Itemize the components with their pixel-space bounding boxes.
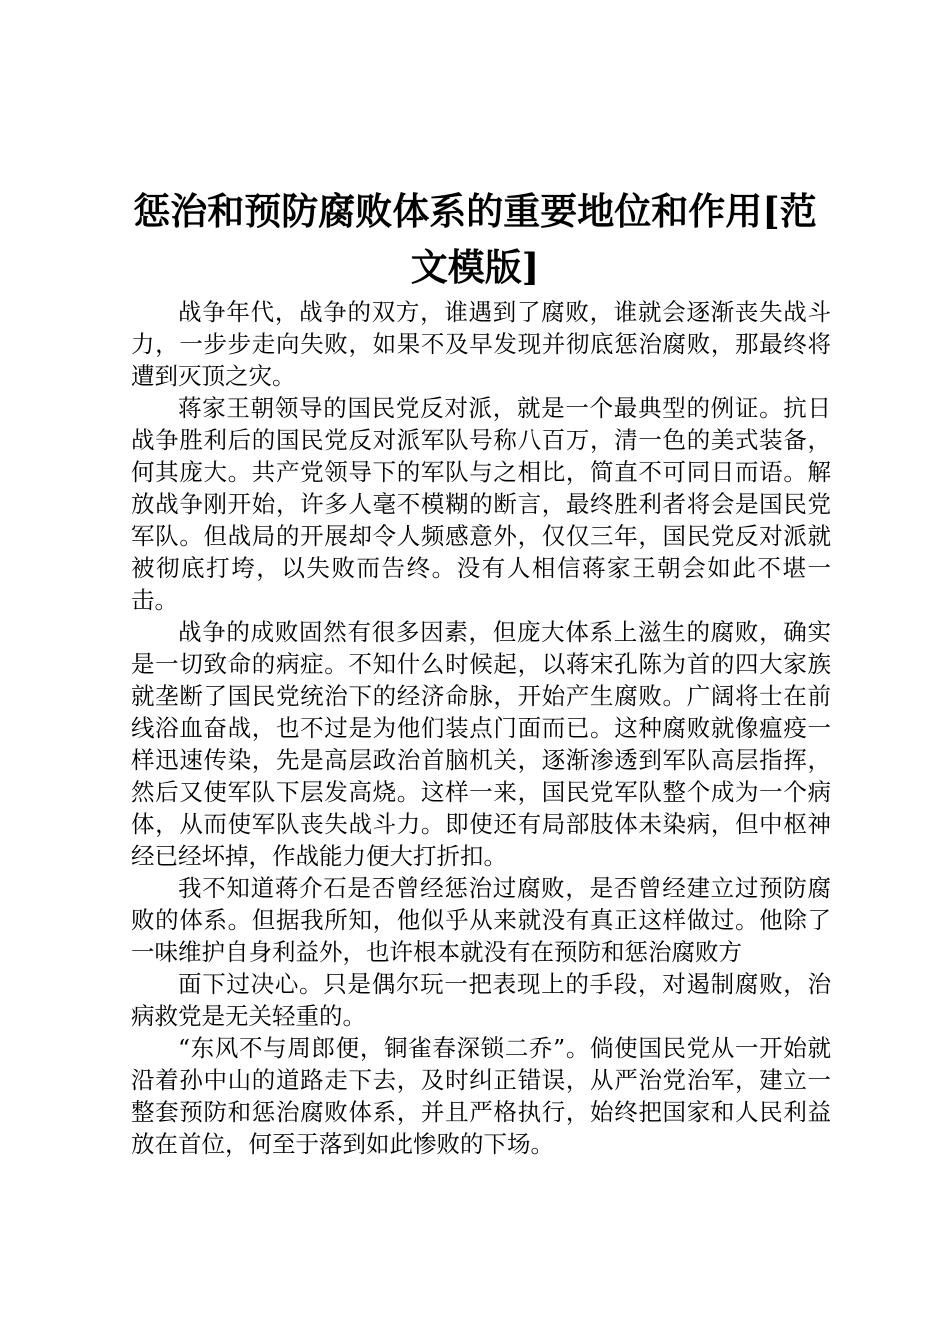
paragraph: 战争的成败固然有很多因素，但庞大体系上滋生的腐败，确实是一切致命的病症。不知什么时候起，以蒋宋孔陈为首的四大家族就垄断了国民党统治下的经济命脉，开始产生腐败。广阔将士在前线浴血奋战，也不过是为他们装点门面而已。这种腐败就像瘟疫一样迅速传染，先是高层政治首脑机关，逐渐渗透到军队高层指挥，然后又使军队下层发高烧。这样一来，国民党军队整个成为一个病体，从而使军队丧失战斗力。即使还有局部肢体未染病，但中枢神经已经坏掉，作战能力便大打折扣。 xyxy=(131,618,831,870)
document-title: 惩治和预防腐败体系的重要地位和作用[范文模版] xyxy=(133,189,817,289)
paragraph: 蒋家王朝领导的国民党反对派，就是一个最典型的例证。抗日战争胜利后的国民党反对派军队号称八百万，清一色的美式装备，何其庞大。共产党领导下的军队与之相比，简直不可同日而语。解放战争刚开始，许多人毫不模糊的断言，最终胜利者将会是国民党军队。但战局的开展却令人频感意外，仅仅三年，国民党反对派就被彻底打垮，以失败而告终。没有人相信蒋家王朝会如此不堪一击。 xyxy=(131,394,831,614)
document-body xyxy=(131,296,831,1160)
paragraph: “东风不与周郎便，铜雀春深锁二乔”。倘使国民党从一开始就沿着孙中山的道路走下去，及时纠正错误，从严治党治军，建立一整套预防和惩治腐败体系，并且严格执行，始终把国家和人民利益放在首位，何至于落到如此惨败的下场。 xyxy=(131,1034,831,1158)
paragraph: 我不知道蒋介石是否曾经惩治过腐败，是否曾经建立过预防腐败的体系。但据我所知，他似乎从来就没有真正这样做过。他除了一味维护自身利益外，也许根本就没有在预防和惩治腐败方 xyxy=(131,874,831,966)
paragraph: 战争年代，战争的双方，谁遇到了腐败，谁就会逐渐丧失战斗力，一步步走向失败，如果不及早发现并彻底惩治腐败，那最终将遭到灭顶之灾。 xyxy=(131,298,831,390)
paragraph: 面下过决心。只是偶尔玩一把表现上的手段，对遏制腐败，治病救党是无关轻重的。 xyxy=(131,970,831,1030)
